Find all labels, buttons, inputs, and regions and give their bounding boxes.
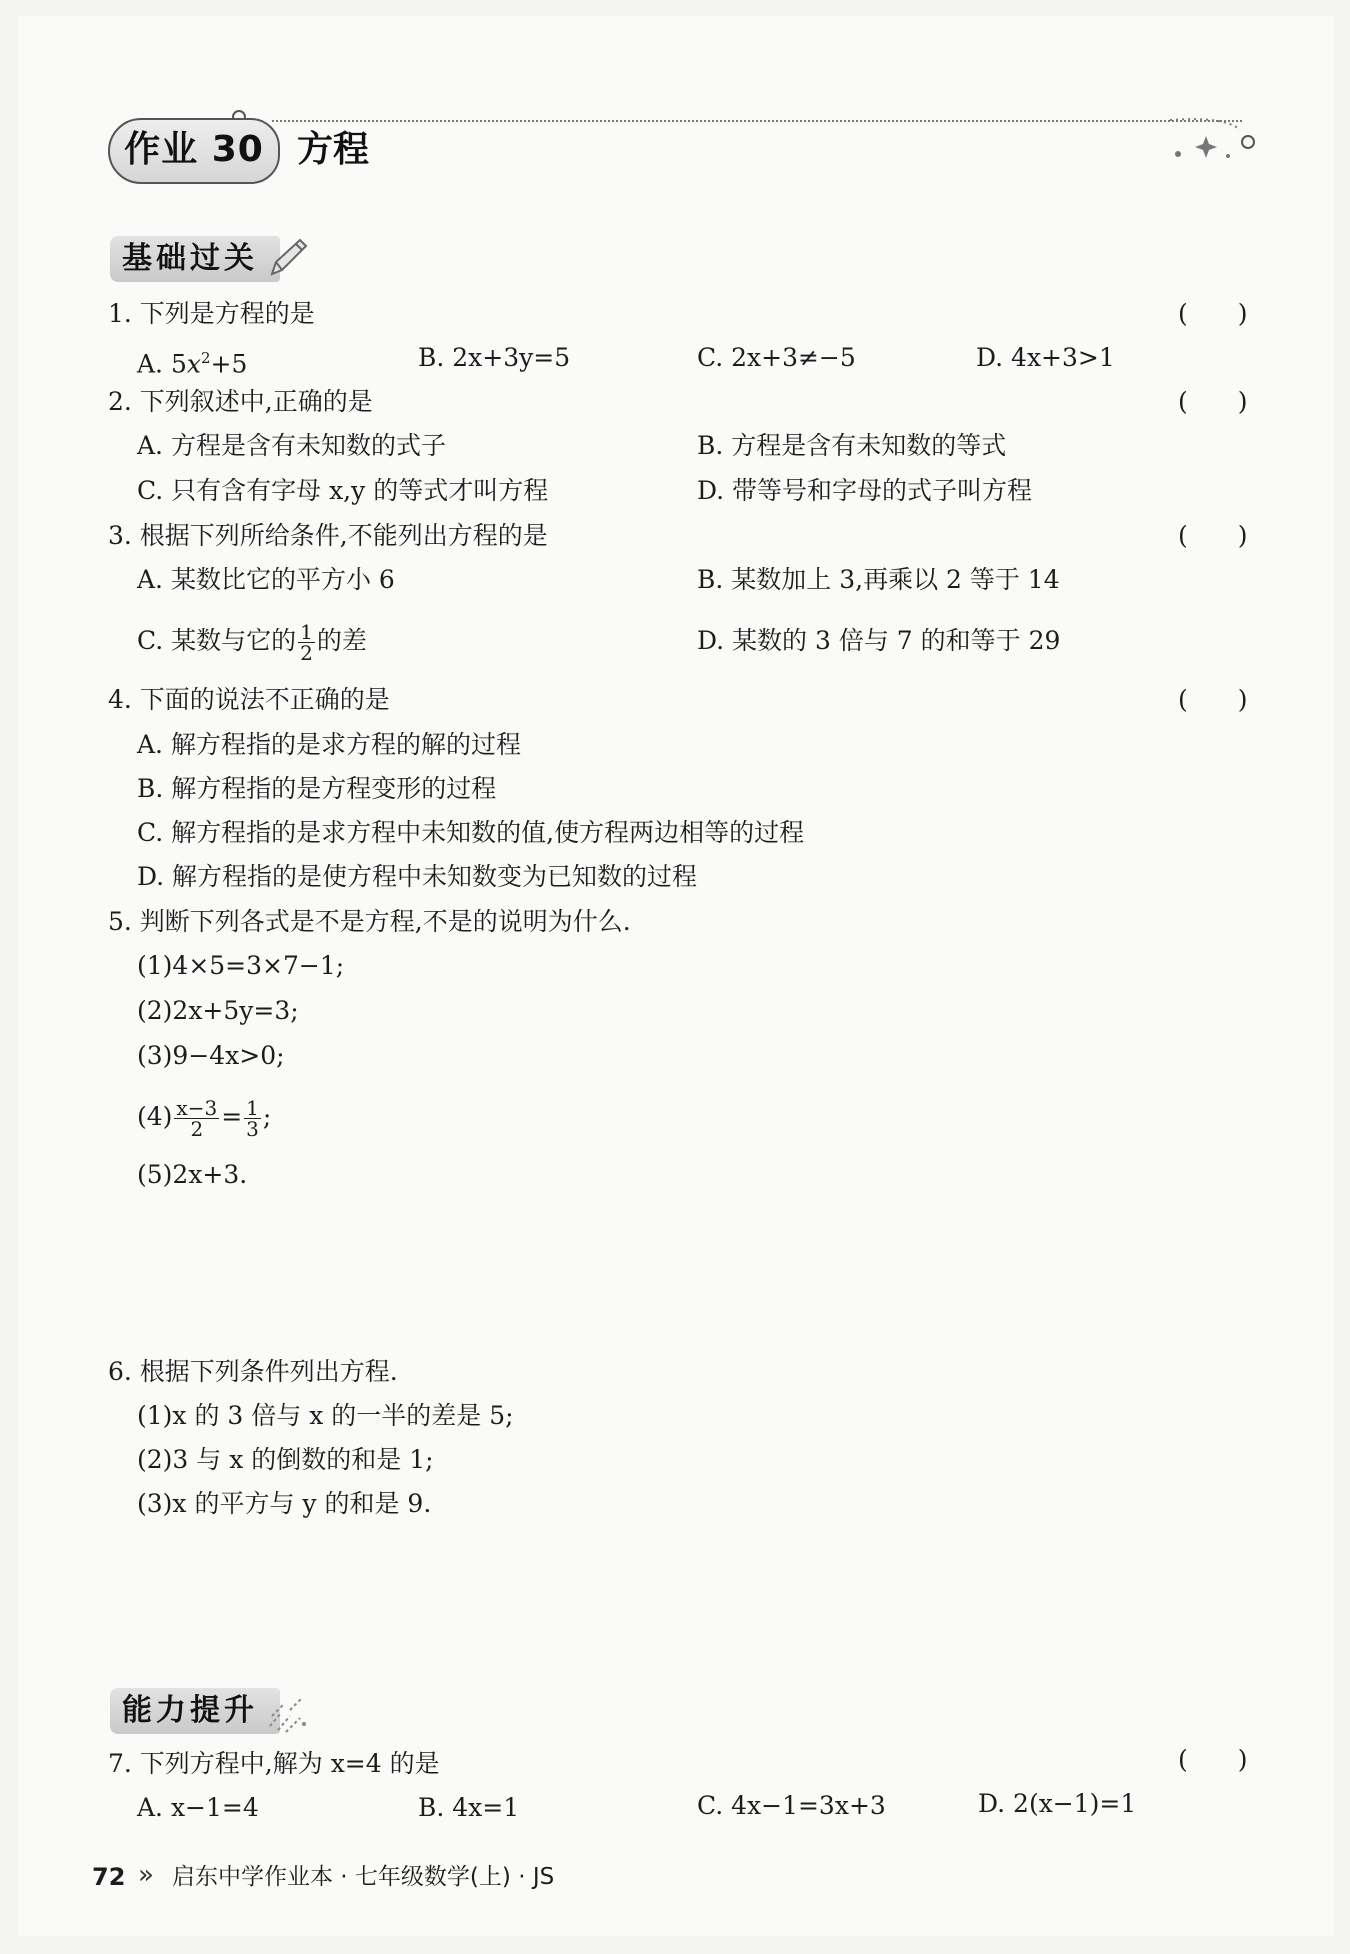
answer-paren-q4: ( )	[1178, 685, 1248, 714]
fraction-denominator: 2	[300, 641, 313, 665]
fraction-numerator: 1	[300, 620, 313, 644]
page-number: 72	[92, 1863, 126, 1891]
answer-paren-q3: ( )	[1178, 521, 1248, 550]
q3-option-b: B. 某数加上 3,再乘以 2 等于 14	[697, 565, 1060, 594]
q3-option-c-post: 的差	[316, 626, 367, 655]
q3-option-c	[137, 616, 367, 666]
q1-option-a	[137, 340, 247, 382]
q7-option-b: B. 4x=1	[418, 1793, 520, 1822]
sparkle-brush-icon	[266, 1690, 310, 1734]
q1-option-c: C. 2x+3≠−5	[697, 343, 856, 372]
q5-item-4-fraction-right	[244, 1098, 261, 1139]
q5-item-1: (1)4×5=3×7−1;	[137, 951, 345, 980]
q4-option-b: B. 解方程指的是方程变形的过程	[137, 774, 497, 803]
q1-option-a-var: x	[186, 349, 201, 379]
question-7-stem: 7. 下列方程中,解为 x=4 的是	[108, 1749, 440, 1778]
homework-number-badge: 作业 30	[108, 118, 280, 184]
fraction-denominator: 2	[190, 1117, 204, 1141]
book-title: 启东中学作业本 · 七年级数学(上) · JS	[172, 1864, 555, 1890]
fraction-numerator: x−3	[176, 1096, 218, 1120]
q7-option-a: A. x−1=4	[137, 1793, 259, 1822]
q1-option-a-pre: A. 5	[137, 349, 187, 379]
q5-item-5: (5)2x+3.	[137, 1160, 248, 1189]
header-dotted-line	[272, 120, 1242, 122]
q2-option-c: C. 只有含有字母 x,y 的等式才叫方程	[137, 476, 549, 505]
q5-item-2: (2)2x+5y=3;	[137, 996, 299, 1025]
q4-option-c: C. 解方程指的是求方程中未知数的值,使方程两边相等的过程	[137, 818, 805, 847]
q5-item-4-pre: (4)	[137, 1102, 173, 1131]
q1-option-a-post: +5	[210, 349, 248, 379]
q6-item-2: (2)3 与 x 的倒数的和是 1;	[137, 1445, 434, 1474]
question-3-stem: 3. 根据下列所给条件,不能列出方程的是	[108, 521, 548, 550]
q7-option-c: C. 4x−1=3x+3	[697, 1791, 886, 1820]
fraction-denominator: 3	[246, 1117, 259, 1141]
question-4-stem: 4. 下面的说法不正确的是	[108, 685, 390, 714]
fraction-numerator: 1	[246, 1096, 259, 1120]
q5-item-4-post: ;	[262, 1102, 272, 1131]
q3-option-c-pre: C. 某数与它的	[137, 626, 297, 655]
question-6-stem: 6. 根据下列条件列出方程.	[108, 1357, 398, 1386]
q3-option-d: D. 某数的 3 倍与 7 的和等于 29	[697, 626, 1061, 655]
q5-item-4-equals: =	[221, 1102, 243, 1131]
q4-option-a: A. 解方程指的是求方程的解的过程	[137, 730, 521, 759]
q2-option-d: D. 带等号和字母的式子叫方程	[697, 476, 1033, 505]
question-1-stem: 1. 下列是方程的是	[108, 299, 315, 328]
q1-option-b: B. 2x+3y=5	[418, 343, 571, 372]
answer-paren-q1: ( )	[1178, 299, 1248, 328]
section-label-advanced: 能力提升	[110, 1688, 280, 1734]
q7-option-d: D. 2(x−1)=1	[978, 1789, 1137, 1818]
section-label-basic: 基础过关	[110, 236, 280, 282]
q2-option-b: B. 方程是含有未知数的等式	[697, 431, 1007, 460]
question-2-stem: 2. 下列叙述中,正确的是	[108, 387, 373, 416]
q3-option-a: A. 某数比它的平方小 6	[137, 565, 395, 594]
q1-option-d: D. 4x+3>1	[976, 343, 1115, 372]
double-chevron-icon: »	[138, 1860, 154, 1890]
q6-item-1: (1)x 的 3 倍与 x 的一半的差是 5;	[137, 1401, 514, 1430]
question-5-stem: 5. 判断下列各式是不是方程,不是的说明为什么.	[108, 907, 631, 936]
q1-option-a-sup: 2	[200, 349, 211, 367]
q3-option-c-fraction	[298, 622, 315, 663]
q5-item-4-fraction-left	[174, 1098, 219, 1139]
q5-item-3: (3)9−4x>0;	[137, 1041, 285, 1070]
q2-option-a: A. 方程是含有未知数的式子	[137, 431, 446, 460]
q5-item-4	[137, 1090, 271, 1144]
answer-paren-q2: ( )	[1178, 387, 1248, 416]
q4-option-d: D. 解方程指的是使方程中未知数变为已知数的过程	[137, 862, 698, 891]
page-title: 方程	[297, 129, 370, 170]
header-sparkle-decoration	[1170, 118, 1260, 168]
q6-item-3: (3)x 的平方与 y 的和是 9.	[137, 1489, 432, 1518]
answer-paren-q7: ( )	[1178, 1745, 1248, 1774]
pencil-icon	[266, 236, 310, 280]
